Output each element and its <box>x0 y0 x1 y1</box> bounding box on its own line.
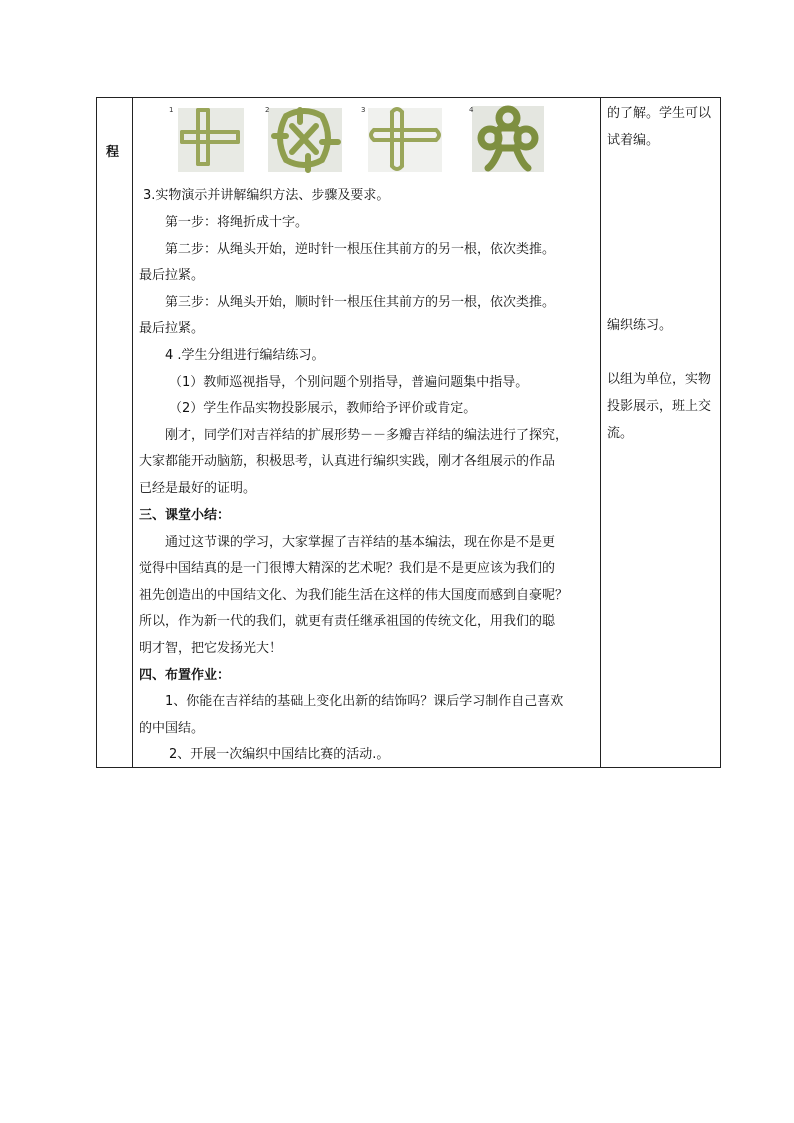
note-line-4: 以组为单位，实物 <box>607 372 712 387</box>
photo-number-2: 2 <box>265 106 270 114</box>
step-two-cont: 最后拉紧。 <box>139 268 205 283</box>
summary-para-line-1: 刚才，同学们对吉祥结的扩展形势－－多瓣吉祥结的编法进行了探究， <box>165 428 569 443</box>
class-summary-line-2: 觉得中国结真的是一门很博大精深的艺术呢？我们是不是更应该为我们的 <box>139 561 556 576</box>
homework-item-1-cont: 的中国结。 <box>139 721 205 736</box>
note-line-5: 投影展示，班上交 <box>607 399 712 414</box>
class-summary-line-1: 通过这节课的学习，大家掌握了吉祥结的基本编法，现在你是不是更 <box>165 535 556 550</box>
homework-item-1: 1、你能在吉祥结的基础上变化出新的结饰吗？课后学习制作自己喜欢 <box>165 694 564 709</box>
notes-column-cell <box>601 97 721 768</box>
step-three-text: 第三步：从绳头开始，顺时针一根压住其前方的另一根，依次类推。 <box>165 295 556 310</box>
row-label: 程 <box>106 145 120 160</box>
photo-number-3: 3 <box>361 106 366 114</box>
step-three-cont: 最后拉紧。 <box>139 321 205 336</box>
class-summary-line-3: 祖先创造出的中国结文化、为我们能生活在这样的伟大国度而感到自豪呢？ <box>139 588 569 603</box>
class-summary-line-4: 所以，作为新一代的我们，就更有责任继承祖国的传统文化，用我们的聪 <box>139 614 556 629</box>
class-summary-line-5: 明才智，把它发扬光大！ <box>139 641 283 656</box>
photo-number-4: 4 <box>469 106 474 114</box>
guidance-item-1: （1）教师巡视指导，个别问题个别指导，普遍问题集中指导。 <box>169 375 529 390</box>
knot-step-4-image <box>468 102 546 176</box>
main-content-cell <box>133 97 600 768</box>
lesson-table <box>96 97 721 768</box>
knot-step-2-image <box>264 102 344 176</box>
step-one-text: 第一步：将绳折成十字。 <box>165 215 309 230</box>
summary-para-line-2: 大家都能开动脑筋，积极思考，认真进行编织实践，刚才各组展示的作品 <box>139 454 556 469</box>
section-homework-heading: 四、布置作业： <box>139 668 231 683</box>
knot-step-1-image <box>168 102 246 176</box>
step-4-heading: 4 .学生分组进行编结练习。 <box>165 348 325 363</box>
summary-para-line-3: 已经是最好的证明。 <box>139 481 257 496</box>
step-two-text: 第二步：从绳头开始，逆时针一根压住其前方的另一根，依次类推。 <box>165 242 556 257</box>
guidance-item-2: （2）学生作品实物投影展示，教师给予评价或肯定。 <box>169 401 477 416</box>
row-label-cell <box>96 97 132 768</box>
knot-step-photos <box>168 102 548 177</box>
photo-number-1: 1 <box>169 106 174 114</box>
homework-item-2: 2、开展一次编织中国结比赛的活动.。 <box>169 747 390 762</box>
note-line-1: 的了解。学生可以 <box>607 106 712 121</box>
note-weaving-practice: 编织练习。 <box>607 318 673 333</box>
note-line-2: 试着编。 <box>607 133 660 148</box>
step-3-heading: 3.实物演示并讲解编织方法、步骤及要求。 <box>143 188 390 203</box>
knot-step-3-image <box>360 102 444 176</box>
section-class-summary-heading: 三、课堂小结： <box>139 508 231 523</box>
note-line-6: 流。 <box>607 426 634 441</box>
